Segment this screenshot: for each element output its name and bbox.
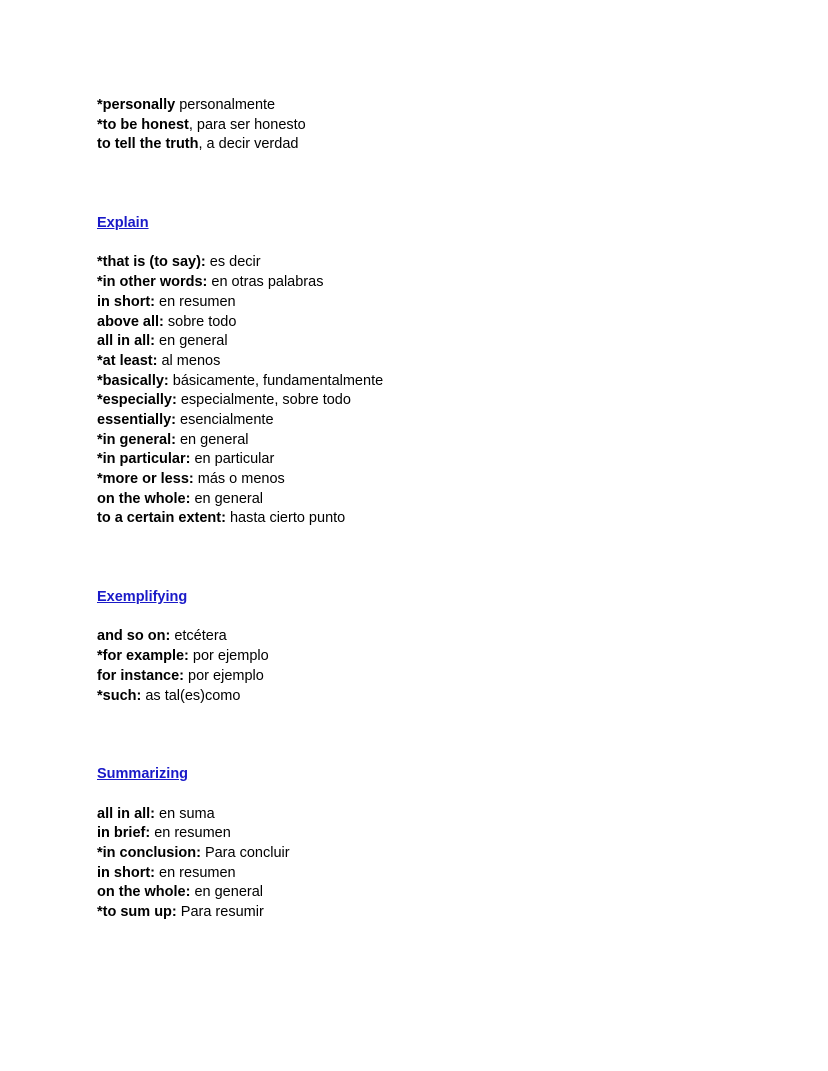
phrase-term: and so on: [97, 628, 171, 645]
phrase-term: *for example: [97, 648, 189, 665]
section-summarizing [97, 765, 797, 923]
intro-list [97, 96, 797, 155]
phrase-term: *more or less: [97, 471, 194, 487]
list-item [97, 450, 797, 470]
list-item [97, 352, 797, 372]
phrase-term: for instance: [97, 667, 185, 684]
list-item [97, 824, 797, 844]
phrase-term: all in all: [97, 333, 156, 350]
phrase-term: *personally [97, 97, 176, 113]
phrase-translation: personalmente [175, 97, 276, 113]
phrase-translation: esencialmente [176, 411, 274, 428]
phrase-translation: por ejemplo [188, 648, 269, 665]
phrase-translation: al menos [157, 352, 221, 369]
phrase-translation: en general [190, 490, 263, 507]
phrase-translation: en particular [190, 451, 275, 468]
phrase-term: to a certain extent: [97, 510, 226, 527]
phrase-term: essentially: [97, 411, 176, 428]
list-item [97, 273, 797, 293]
list-item [97, 391, 797, 411]
phrase-term: *especially: [97, 392, 177, 409]
section-explain [97, 214, 797, 529]
phrase-term: *at least: [97, 352, 158, 369]
list-item [97, 687, 797, 707]
list-item [97, 313, 797, 333]
list-item [97, 431, 797, 451]
list-item [97, 647, 797, 667]
list-item [97, 490, 797, 510]
phrase-translation: especialmente, sobre todo [176, 392, 351, 409]
list-item [97, 864, 797, 884]
section-heading-exemplifying-link[interactable]: Exemplifying [97, 589, 188, 606]
phrase-translation: en resumen [150, 825, 231, 842]
phrase-translation: hasta cierto punto [225, 510, 346, 527]
phrase-term: *in particular: [97, 451, 191, 468]
phrase-translation: más o menos [193, 471, 285, 487]
list-item [97, 844, 797, 864]
list-item [97, 135, 797, 155]
phrase-translation: as tal(es)como [141, 687, 241, 704]
phrase-translation: en resumen [155, 293, 236, 310]
document-page [97, 96, 797, 923]
phrase-term: on the whole: [97, 884, 191, 901]
phrase-term: all in all: [97, 805, 156, 822]
phrase-term: *basically: [97, 372, 169, 389]
list-item [97, 805, 797, 825]
phrase-translation: en otras palabras [207, 274, 324, 291]
list-item [97, 883, 797, 903]
phrase-translation: es decir [205, 254, 261, 271]
phrase-term: in brief: [97, 825, 151, 842]
list-item [97, 509, 797, 529]
list-item [97, 116, 797, 136]
phrase-translation: Para concluir [200, 844, 290, 861]
section-heading-explain-link[interactable]: Explain [97, 215, 149, 232]
list-item [97, 627, 797, 647]
list-item [97, 293, 797, 313]
list-item [97, 253, 797, 273]
phrase-term: *in conclusion: [97, 844, 201, 861]
section-exemplifying [97, 588, 797, 706]
phrase-term: *in general: [97, 431, 176, 448]
phrase-term: *to be honest [97, 116, 189, 133]
phrase-translation: Para resumir [176, 904, 264, 920]
phrase-term: in short: [97, 864, 155, 881]
phrase-translation: sobre todo [163, 313, 237, 330]
phrase-term: *in other words: [97, 274, 208, 291]
phrase-translation: en general [155, 333, 228, 350]
phrase-term: on the whole: [97, 490, 191, 507]
phrase-translation: por ejemplo [184, 667, 264, 684]
list-item [97, 332, 797, 352]
phrase-term: in short: [97, 293, 155, 310]
phrase-term: above all: [97, 313, 164, 330]
list-item [97, 903, 797, 923]
phrase-translation: básicamente, fundamentalmente [168, 372, 384, 389]
list-item [97, 96, 797, 116]
phrase-translation: en resumen [155, 864, 236, 881]
phrase-translation: etcétera [170, 628, 227, 645]
list-item [97, 470, 797, 490]
phrase-translation: , a decir verdad [198, 136, 299, 153]
phrase-term: *that is (to say): [97, 254, 206, 271]
list-item [97, 411, 797, 431]
phrase-term: *such: [97, 687, 142, 704]
list-item [97, 667, 797, 687]
phrase-term: to tell the truth [97, 136, 199, 153]
phrase-term: *to sum up: [97, 904, 177, 920]
list-item [97, 372, 797, 392]
phrase-translation: , para ser honesto [188, 116, 306, 133]
section-heading-summarizing-link[interactable]: Summarizing [97, 766, 189, 783]
phrase-translation: en general [190, 884, 263, 901]
phrase-translation: en suma [155, 805, 215, 822]
phrase-translation: en general [175, 431, 249, 448]
